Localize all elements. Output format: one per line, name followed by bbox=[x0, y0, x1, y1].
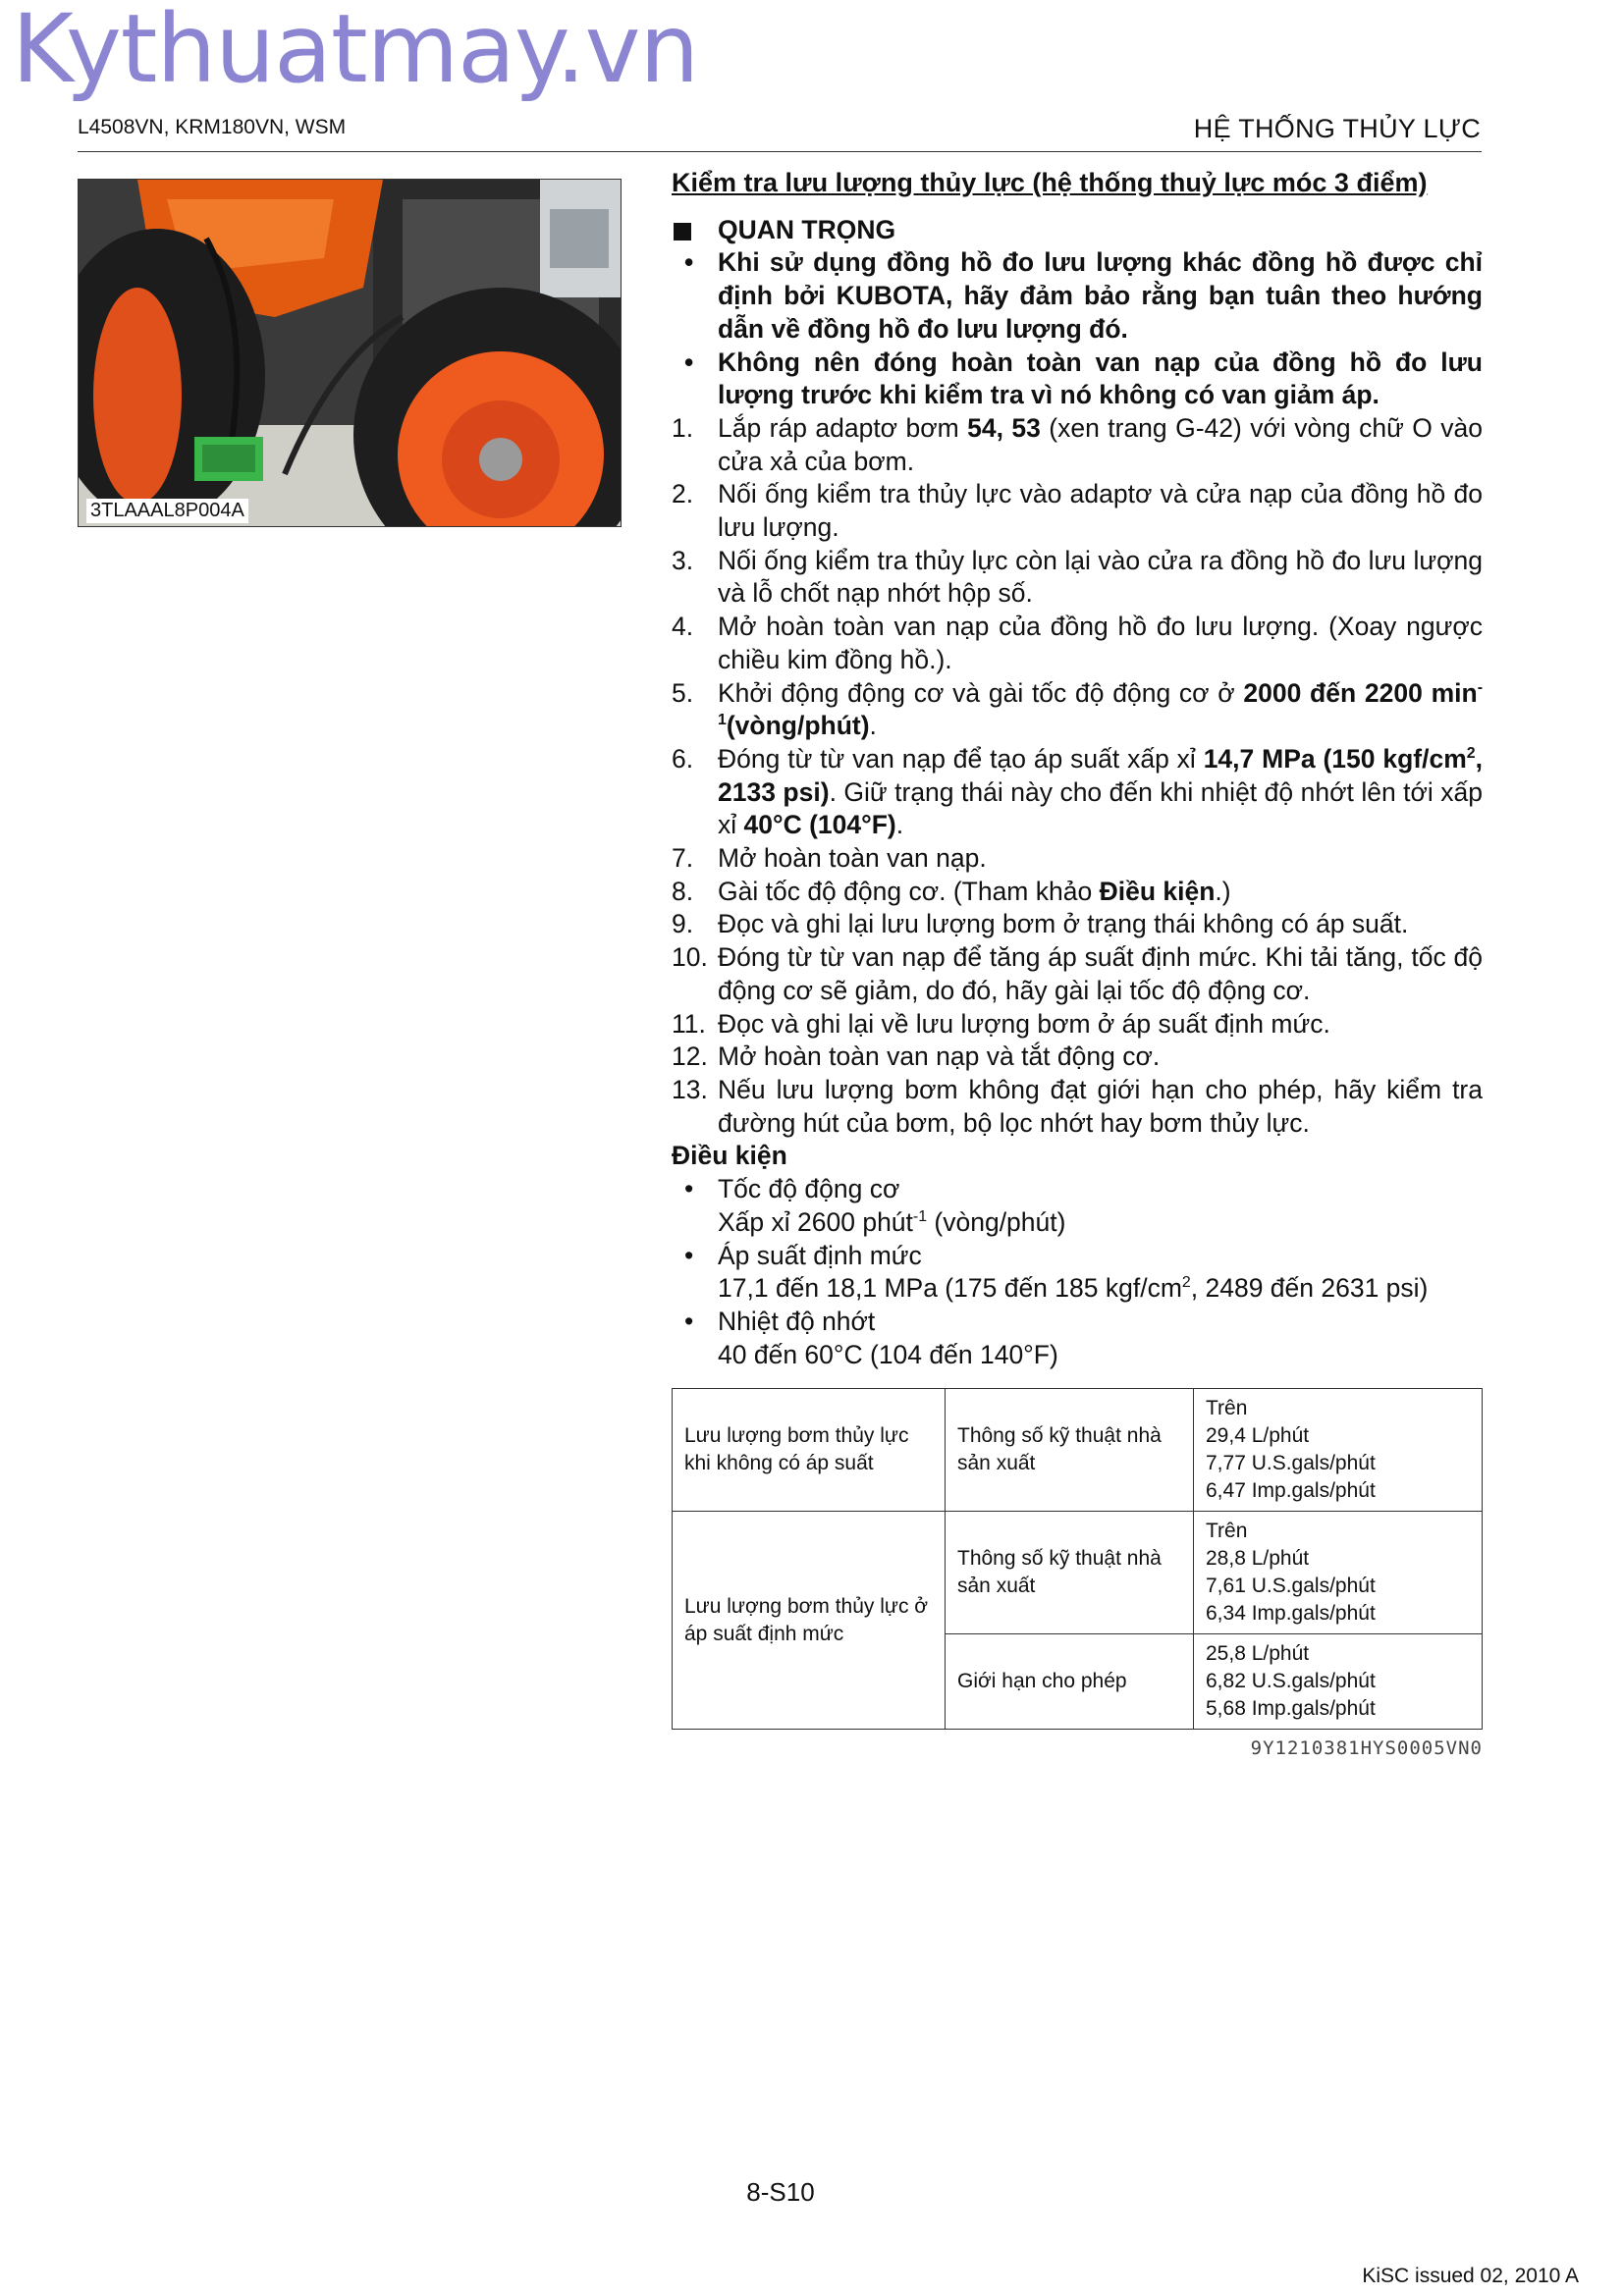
step-text: Nối ống kiểm tra thủy lực vào adaptơ và cửa nạp của đồng hồ đo lưu lượng. bbox=[718, 479, 1483, 543]
bullet-icon: • bbox=[684, 1174, 694, 1204]
condition-value-text: , 2489 đến 2631 psi) bbox=[1190, 1273, 1429, 1304]
step-emphasis: , 2133 psi) bbox=[718, 743, 1483, 807]
important-heading-text: QUAN TRỌNG bbox=[718, 214, 896, 244]
value-line: 25,8 L/phút bbox=[1206, 1642, 1310, 1665]
step-9 bbox=[672, 908, 1483, 941]
step-11 bbox=[672, 1008, 1483, 1041]
table-cell-label: Lưu lượng bơm thủy lực ở áp suất định mức bbox=[673, 1512, 946, 1730]
tractor-illustration bbox=[79, 180, 622, 527]
step-number: 13. bbox=[672, 1074, 708, 1104]
condition-rated-pressure bbox=[672, 1240, 1483, 1273]
value-line: Trên bbox=[1206, 1397, 1248, 1419]
step-13 bbox=[672, 1074, 1483, 1140]
step-text: Mở hoàn toàn van nạp của đồng hồ đo lưu lượng. (Xoay ngược chiều kim đồng hồ.). bbox=[718, 612, 1483, 674]
step-8 bbox=[672, 876, 1483, 909]
table-row bbox=[673, 1512, 1483, 1634]
step-text: Đóng từ từ van nạp để tạo áp suất xấp xỉ bbox=[718, 743, 1204, 774]
condition-label: Tốc độ động cơ bbox=[718, 1174, 900, 1204]
step-emphasis: 2000 đến 2200 min bbox=[1243, 677, 1478, 708]
step-1 bbox=[672, 412, 1483, 478]
table-cell-values bbox=[1194, 1634, 1483, 1730]
step-number: 1. bbox=[672, 412, 694, 443]
step-emphasis: 40°C (104°F) bbox=[743, 810, 896, 840]
step-text: .) bbox=[1215, 876, 1231, 906]
step-number: 3. bbox=[672, 545, 694, 575]
header-chapter-title: HỆ THỐNG THỦY LỰC bbox=[1193, 114, 1481, 143]
procedure-column bbox=[672, 167, 1483, 1371]
step-text: Nếu lưu lượng bơm không đạt giới hạn cho phép, hãy kiểm tra đường hút của bơm, bộ lọc nhớt hay bơm thủy lực. bbox=[718, 1074, 1483, 1138]
important-note-2 bbox=[672, 347, 1483, 412]
important-note-text: Khi sử dụng đồng hồ đo lưu lượng khác đồng hồ được chỉ định bởi KUBOTA, hãy đảm bảo rằng bạn tuân theo hướng dẫn về đồng hồ đo lưu lượng đó. bbox=[718, 247, 1483, 344]
header-rule bbox=[78, 151, 1482, 152]
step-3 bbox=[672, 545, 1483, 611]
section-title: Kiểm tra lưu lượng thủy lực (hệ thống thuỷ lực móc 3 điểm) bbox=[672, 168, 1428, 197]
value-line: 29,4 L/phút bbox=[1206, 1424, 1310, 1447]
step-number: 10. bbox=[672, 942, 708, 973]
condition-engine-speed bbox=[672, 1173, 1483, 1206]
watermark: Kythuatmay.vn bbox=[12, 0, 699, 104]
step-2 bbox=[672, 478, 1483, 544]
step-superscript: 2 bbox=[1466, 745, 1476, 763]
spec-table bbox=[672, 1388, 1483, 1730]
tractor-photo bbox=[78, 179, 622, 527]
condition-superscript: 2 bbox=[1181, 1274, 1191, 1292]
step-12 bbox=[672, 1041, 1483, 1074]
table-row bbox=[673, 1389, 1483, 1512]
step-text: Đọc và ghi lại về lưu lượng bơm ở áp suất định mức. bbox=[718, 1008, 1330, 1039]
value-line: 7,77 U.S.gals/phút bbox=[1206, 1452, 1376, 1474]
step-number: 6. bbox=[672, 743, 694, 774]
step-number: 12. bbox=[672, 1041, 708, 1072]
table-cell-values bbox=[1194, 1512, 1483, 1634]
bullet-icon: • bbox=[684, 1240, 694, 1270]
condition-oil-temperature bbox=[672, 1306, 1483, 1339]
step-10 bbox=[672, 941, 1483, 1007]
condition-oil-temperature-value: 40 đến 60°C (104 đến 140°F) bbox=[718, 1339, 1058, 1369]
step-number: 7. bbox=[672, 843, 694, 874]
bullet-icon: • bbox=[684, 347, 694, 377]
step-emphasis: 54, 53 bbox=[967, 412, 1041, 443]
condition-value-text: Xấp xỉ 2600 phút bbox=[718, 1206, 913, 1237]
value-line: Trên bbox=[1206, 1520, 1248, 1542]
step-number: 9. bbox=[672, 909, 694, 939]
value-line: 5,68 Imp.gals/phút bbox=[1206, 1697, 1376, 1720]
issue-note: KiSC issued 02, 2010 A bbox=[1362, 2265, 1579, 2287]
value-line: 28,8 L/phút bbox=[1206, 1547, 1310, 1570]
step-emphasis: Điều kiện bbox=[1099, 876, 1216, 906]
conditions-heading: Điều kiện bbox=[672, 1141, 787, 1171]
step-text: . Giữ trạng thái này cho đến khi nhiệt độ nhớt lên tới xấp xỉ bbox=[718, 776, 1484, 840]
step-text: Nối ống kiểm tra thủy lực còn lại vào cửa ra đồng hồ đo lưu lượng và lỗ chốt nạp nhớt hộp số. bbox=[718, 545, 1483, 609]
step-6 bbox=[672, 743, 1483, 842]
step-number: 8. bbox=[672, 876, 694, 906]
step-text: Mở hoàn toàn van nạp và tắt động cơ. bbox=[718, 1041, 1161, 1072]
step-text: (xen trang G-42) với vòng chữ O vào cửa xả của bơm. bbox=[718, 412, 1483, 476]
step-5 bbox=[672, 677, 1483, 743]
condition-value-text: (vòng/phút) bbox=[927, 1206, 1066, 1237]
header-model-list: L4508VN, KRM180VN, WSM bbox=[78, 116, 347, 138]
photo-caption: 3TLAAAL8P004A bbox=[86, 499, 248, 523]
condition-label: Áp suất định mức bbox=[718, 1240, 922, 1270]
condition-label: Nhiệt độ nhớt bbox=[718, 1306, 876, 1336]
step-text: Đọc và ghi lại lưu lượng bơm ở trạng thái không có áp suất. bbox=[718, 909, 1409, 939]
step-number: 11. bbox=[672, 1008, 706, 1039]
page-number: 8-S10 bbox=[746, 2177, 815, 2207]
table-cell-spec: Thông số kỹ thuật nhà sản xuất bbox=[946, 1389, 1194, 1512]
value-line: 6,34 Imp.gals/phút bbox=[1206, 1602, 1376, 1625]
document-code: 9Y1210381HYS0005VN0 bbox=[1250, 1737, 1483, 1759]
table-cell-spec: Giới hạn cho phép bbox=[946, 1634, 1194, 1730]
step-text: Mở hoàn toàn van nạp. bbox=[718, 843, 987, 874]
bullet-icon: • bbox=[684, 1306, 694, 1336]
condition-superscript: -1 bbox=[912, 1207, 928, 1225]
table-cell-label: Lưu lượng bơm thủy lực khi không có áp suất bbox=[673, 1389, 946, 1512]
value-line: 6,82 U.S.gals/phút bbox=[1206, 1670, 1376, 1692]
table-cell-values bbox=[1194, 1389, 1483, 1512]
table-cell-spec: Thông số kỹ thuật nhà sản xuất bbox=[946, 1512, 1194, 1634]
step-text: . bbox=[869, 711, 877, 741]
step-7 bbox=[672, 842, 1483, 876]
important-note-1 bbox=[672, 246, 1483, 346]
step-text: Gài tốc độ động cơ. (Tham khảo bbox=[718, 876, 1100, 906]
step-4 bbox=[672, 611, 1483, 676]
value-line: 6,47 Imp.gals/phút bbox=[1206, 1479, 1376, 1502]
value-line: 7,61 U.S.gals/phút bbox=[1206, 1575, 1376, 1597]
step-number: 2. bbox=[672, 479, 694, 509]
step-emphasis: (vòng/phút) bbox=[726, 711, 870, 741]
square-bullet-icon bbox=[674, 223, 691, 240]
step-superscript: -1 bbox=[718, 678, 1483, 729]
step-text: Khởi động động cơ và gài tốc độ động cơ ở bbox=[718, 677, 1244, 708]
important-note-text: Không nên đóng hoàn toàn van nạp của đồng hồ đo lưu lượng trước khi kiểm tra vì nó không có van giảm áp. bbox=[718, 347, 1483, 410]
step-text: Lắp ráp adaptơ bơm bbox=[718, 412, 968, 443]
condition-engine-speed-value bbox=[672, 1206, 1483, 1240]
condition-value-text: 17,1 đến 18,1 MPa (175 đến 185 kgf/cm bbox=[718, 1273, 1182, 1304]
condition-rated-pressure-value bbox=[672, 1272, 1483, 1306]
step-text: Đóng từ từ van nạp để tăng áp suất định mức. Khi tải tăng, tốc độ động cơ sẽ giảm, do đó, hãy gài lại tốc độ động cơ. bbox=[718, 942, 1483, 1005]
step-text: . bbox=[895, 810, 904, 840]
step-emphasis: 14,7 MPa (150 kgf/cm bbox=[1203, 743, 1467, 774]
step-number: 4. bbox=[672, 612, 694, 642]
important-heading bbox=[672, 214, 1483, 247]
step-number: 5. bbox=[672, 677, 694, 708]
bullet-icon: • bbox=[684, 247, 694, 278]
